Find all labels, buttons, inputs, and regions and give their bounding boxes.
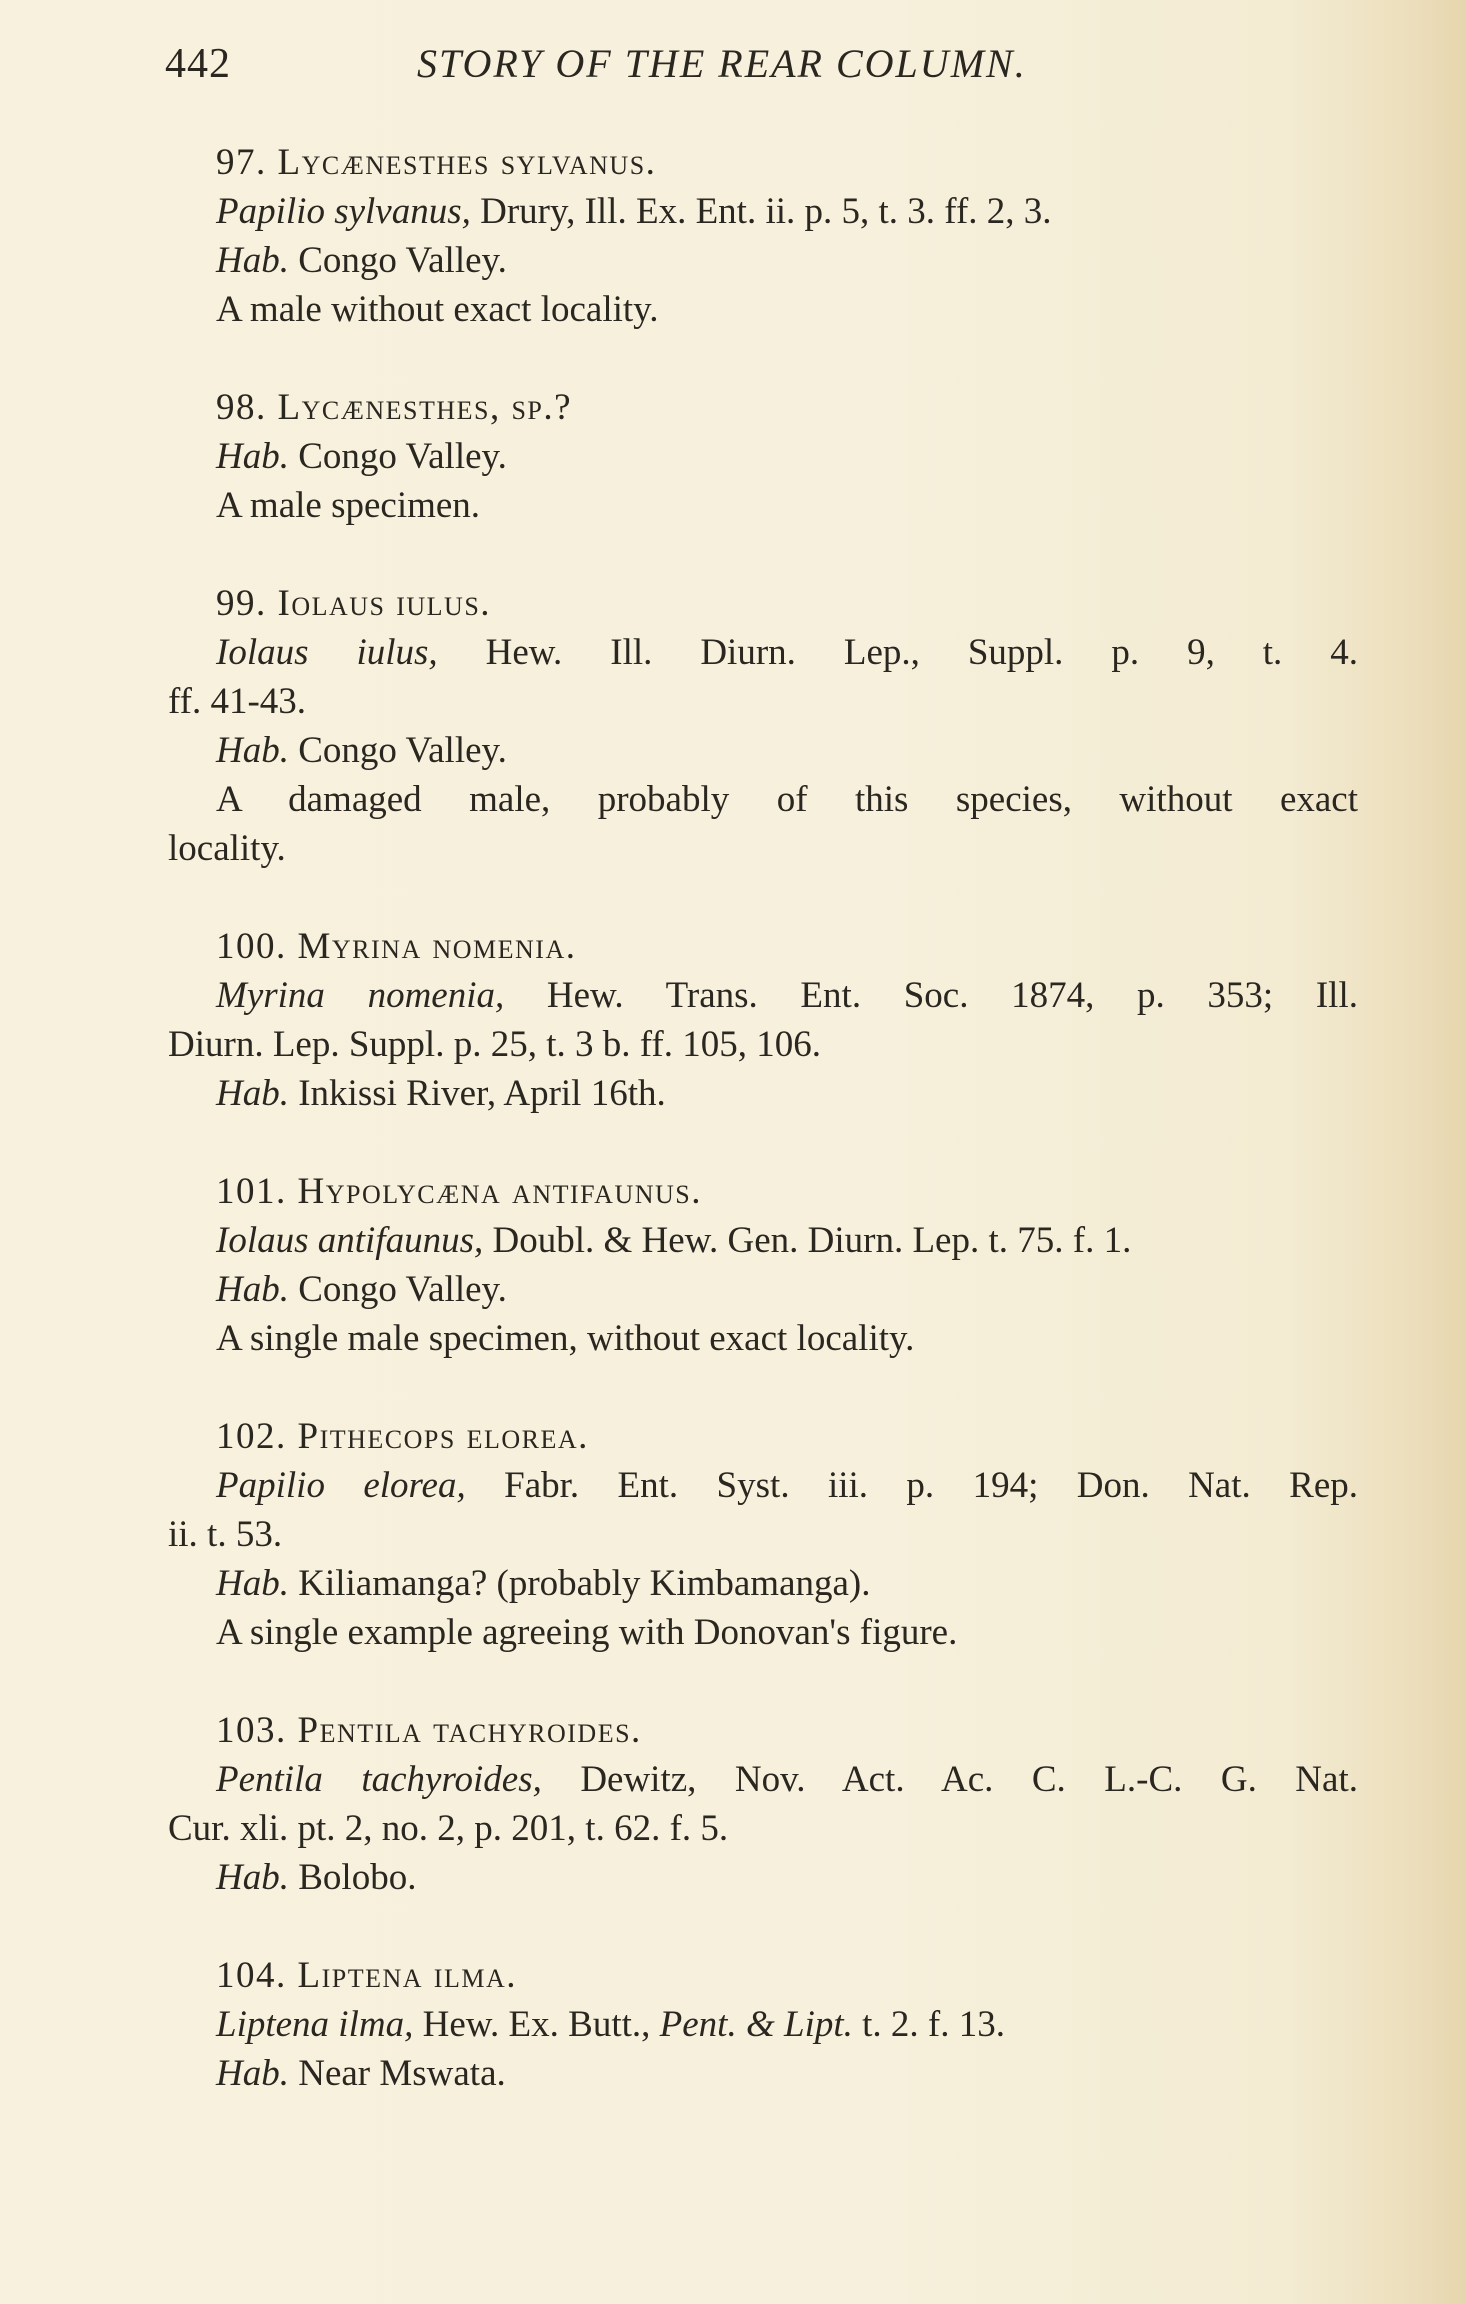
specimen-note: A single example agreeing with Donovan's figure. [216,1612,958,1653]
reference-line [168,971,1358,1020]
page-header [165,40,1365,100]
species-heading: 102. Pithecops elorea. [216,1416,589,1457]
reference-name: Liptena ilma, [216,2004,414,2045]
reference-name: Papilio sylvanus, [216,191,471,232]
habitat-label: Hab. [216,436,289,477]
habitat-line [168,236,1358,285]
reference-work-title: Pent. & Lipt. [659,2004,853,2045]
reference-citation: Hew. Trans. Ent. Soc. 1874, p. 353; Ill. [504,975,1358,1016]
species-entry-98 [168,383,1358,530]
specimen-note: A single male specimen, without exact locality. [216,1318,915,1359]
species-heading: 99. Iolaus iulus. [216,583,492,624]
habitat-text: Near Mswata. [288,2053,506,2094]
reference-continuation: ff. 41-43. [168,681,307,722]
species-heading: 97. Lycænesthes sylvanus. [216,142,657,183]
reference-name: Iolaus iulus, [216,632,438,673]
habitat-label: Hab. [216,1563,289,1604]
habitat-text: Congo Valley. [288,1269,507,1310]
habitat-line [168,1559,1358,1608]
reference-citation: Drury, Ill. Ex. Ent. ii. p. 5, t. 3. ff. 2, 3. [470,191,1052,232]
reference-line [168,1461,1358,1510]
reference-line [168,1216,1358,1265]
reference-continuation: Cur. xli. pt. 2, no. 2, p. 201, t. 62. f. 5. [168,1808,729,1849]
reference-citation: Hew. Ill. Diurn. Lep., Suppl. p. 9, t. 4. [437,632,1358,673]
reference-citation: t. 2. f. 13. [852,2004,1005,2045]
habitat-label: Hab. [216,1857,289,1898]
habitat-text: Kiliamanga? (probably Kimbamanga). [288,1563,871,1604]
habitat-label: Hab. [216,1269,289,1310]
species-entry-99 [168,579,1358,873]
reference-citation: Doubl. & Hew. Gen. Diurn. Lep. t. 75. f. 1. [483,1220,1132,1261]
specimen-note: A damaged male, probably of this species, without exact [216,779,1358,820]
species-heading: 104. Liptena ilma. [216,1955,517,1996]
reference-citation: Dewitz, Nov. Act. Ac. C. L.-C. G. Nat. [541,1759,1358,1800]
habitat-line [168,1069,1358,1118]
species-heading: 100. Myrina nomenia. [216,926,577,967]
reference-name: Pentila tachyroides, [216,1759,542,1800]
species-entry-97 [168,138,1358,334]
species-heading: 98. Lycænesthes, sp.? [216,387,573,428]
habitat-label: Hab. [216,2053,289,2094]
habitat-text: Congo Valley. [288,436,507,477]
reference-line [168,628,1358,677]
habitat-line [168,1265,1358,1314]
habitat-text: Inkissi River, April 16th. [288,1073,666,1114]
species-list [168,138,1358,2147]
species-entry-100 [168,922,1358,1118]
habitat-label: Hab. [216,730,289,771]
habitat-line [168,726,1358,775]
reference-line [168,2000,1358,2049]
reference-continuation: ii. t. 53. [168,1514,283,1555]
habitat-label: Hab. [216,1073,289,1114]
specimen-note: A male without exact locality. [216,289,659,330]
species-entry-102 [168,1412,1358,1657]
specimen-note-continuation: locality. [168,828,286,869]
reference-name: Iolaus antifaunus, [216,1220,484,1261]
specimen-note: A male specimen. [216,485,481,526]
reference-continuation: Diurn. Lep. Suppl. p. 25, t. 3 b. ff. 105, 106. [168,1024,821,1065]
habitat-line [168,432,1358,481]
page-number: 442 [165,41,231,87]
reference-citation-part: Hew. Ex. Butt., [413,2004,660,2045]
species-entry-104 [168,1951,1358,2098]
reference-line [168,1755,1358,1804]
habitat-line [168,2049,1358,2098]
habitat-text: Congo Valley. [288,240,507,281]
habitat-text: Congo Valley. [288,730,507,771]
species-entry-101 [168,1167,1358,1363]
reference-name: Myrina nomenia, [216,975,505,1016]
reference-line [168,187,1358,236]
species-entry-103 [168,1706,1358,1902]
habitat-text: Bolobo. [288,1857,417,1898]
running-title: STORY OF THE REAR COLUMN. [417,41,1027,86]
habitat-label: Hab. [216,240,289,281]
habitat-line [168,1853,1358,1902]
reference-name: Papilio elorea, [216,1465,466,1506]
species-heading: 103. Pentila tachyroides. [216,1710,642,1751]
reference-citation: Fabr. Ent. Syst. iii. p. 194; Don. Nat. Rep. [465,1465,1359,1506]
species-heading: 101. Hypolycæna antifaunus. [216,1171,702,1212]
